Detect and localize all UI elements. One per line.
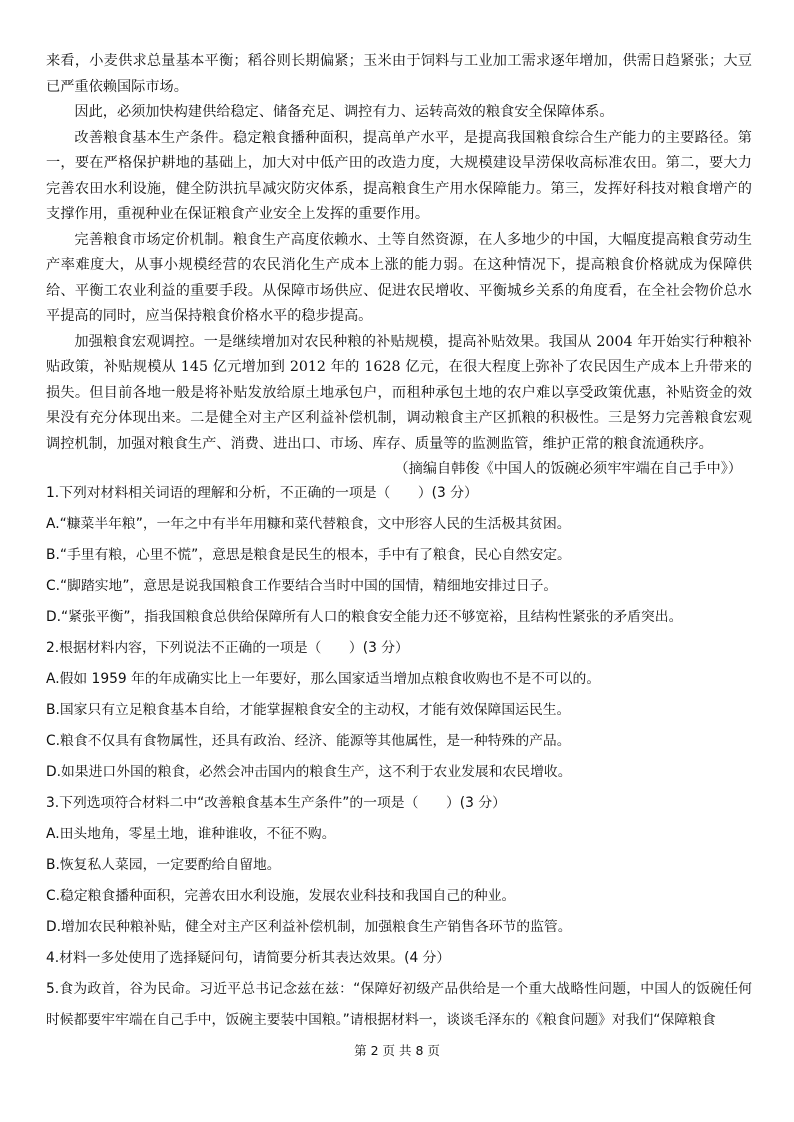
question-1-stem: 1.下列对材料相关词语的理解和分析，不正确的一项是（ ）(3 分）	[46, 485, 478, 501]
question-1-option-a: A.“糠菜半年粮”，一年之中有半年用糠和菜代替粮食，文中形容人民的生活极其贫困。	[46, 516, 571, 532]
question-1-option-d: D.“紧张平衡”，指我国粮食总供给保障所有人口的粮食安全能力还不够宽裕，且结构性紧张的矛盾突出。	[46, 609, 683, 625]
question-3-option-c: C.稳定粮食播种面积，完善农田水利设施，发展农业科技和我国自己的种业。	[46, 888, 516, 904]
question-1-option-b: B.“手里有粮，心里不慌”，意思是粮食是民生的根本，手中有了粮食，民心自然安定。	[46, 547, 571, 563]
passage-paragraph-continued: 来看，小麦供求总量基本平衡；稻谷则长期偏紧；玉米由于饲料与工业加工需求逐年增加，供需日趋紧张；大豆已严重依赖国际市场。	[46, 53, 752, 95]
question-2-option-d: D.如果进口外国的粮食，必然会冲击国内的粮食生产，这不利于农业发展和农民增收。	[46, 764, 572, 780]
question-3-option-d: D.增加农民种粮补贴，健全对主产区利益补偿机制，加强粮食生产销售各环节的监管。	[46, 919, 572, 935]
passage-paragraph-production: 改善粮食基本生产条件。稳定粮食播种面积，提高单产水平，是提高我国粮食综合生产能力的主要路径。第一，要在严格保护耕地的基础上，加大对中低产田的改造力度，大规模建设旱涝保收高标准农田。第二，要大力完善农田水利设施，健全防洪抗旱减灾防灾体系，提高粮食生产用水保障能力。第三，发挥好科技对粮食增产的支撑作用，重视种业在保证粮食产业安全上发挥的重要作用。	[46, 129, 752, 222]
question-2-option-a: A.假如 1959 年的年成确实比上一年要好，那么国家适当增加点粮食收购也不是不可以的。	[46, 671, 601, 687]
passage-paragraph-conclusion: 因此，必须加快构建供给稳定、储备充足、调控有力、运转高效的粮食安全保障体系。	[74, 104, 614, 120]
question-list	[46, 478, 752, 1036]
question-3-stem: 3.下列选项符合材料二中“改善粮食基本生产条件”的一项是（ ）(3 分）	[46, 795, 506, 811]
passage-paragraph-regulation: 加强粮食宏观调控。一是继续增加对农民种粮的补贴规模，提高补贴效果。我国从 2004 年开始实行种粮补贴政策，补贴规模从 145 亿元增加到 2012 年的 1628 亿元，在很大程度上弥补了农民因生产成本上升带来的损失。但目前各地一般是将补贴发放给原土地承包户，而租种承包土地的农户难以享受政策优惠，补贴资金的效果没有充分体现出来。二是健全对主产区利益补偿机制，调动粮食主产区抓粮的积极性。三是努力完善粮食宏观调控机制，加强对粮食生产、消费、进出口、市场、库存、质量等的监测监管，维护正常的粮食流通秩序。	[46, 333, 752, 452]
passage-paragraph-pricing: 完善粮食市场定价机制。粮食生产高度依赖水、土等自然资源，在人多地少的中国，大幅度提高粮食劳动生产率难度大，从事小规模经营的农民消化生产成本上涨的能力弱。在这种情况下，提高粮食价格就成为保障供给、平衡工农业利益的重要手段。从保障市场供应、促进农民增收、平衡城乡关系的角度看，在全社会物价总水平提高的同时，应当保持粮食价格水平的稳步提高。	[46, 231, 752, 324]
reading-passage	[46, 49, 752, 483]
question-3-option-a: A.田头地角，零星土地，谁种谁收，不征不购。	[46, 826, 336, 842]
question-2-stem: 2.根据材料内容，下列说法不正确的一项是（ ）(3 分）	[46, 640, 409, 656]
page-number: 第 2 页 共 8 页	[354, 1043, 440, 1058]
question-2-option-b: B.国家只有立足粮食基本自给，才能掌握粮食安全的主动权，才能有效保障国运民生。	[46, 702, 571, 718]
question-4-stem: 4.材料一多处使用了选择疑问句，请简要分析其表达效果。(4 分）	[46, 950, 451, 966]
question-2-option-c: C.粮食不仅具有食物属性，还具有政治、经济、能源等其他属性，是一种特殊的产品。	[46, 733, 571, 749]
question-5-stem: 5.食为政首，谷为民命。习近平总书记念兹在兹：“保障好初级产品供给是一个重大战略性问题，中国人的饭碗任何时候都要牢牢端在自己手中，饭碗主要装中国粮。”请根据材料一，谈谈毛泽东的《粮食问题》对我们“保障粮食	[46, 981, 752, 1028]
question-3-option-b: B.恢复私人菜园，一定要酌给自留地。	[46, 857, 281, 873]
question-1-option-c: C.“脚踏实地”，意思是说我国粮食工作要结合当时中国的国情，精细地安排过日子。	[46, 578, 558, 594]
passage-source: （摘编自韩俊《中国人的饭碗必须牢牢端在自己手中》）	[394, 461, 742, 477]
